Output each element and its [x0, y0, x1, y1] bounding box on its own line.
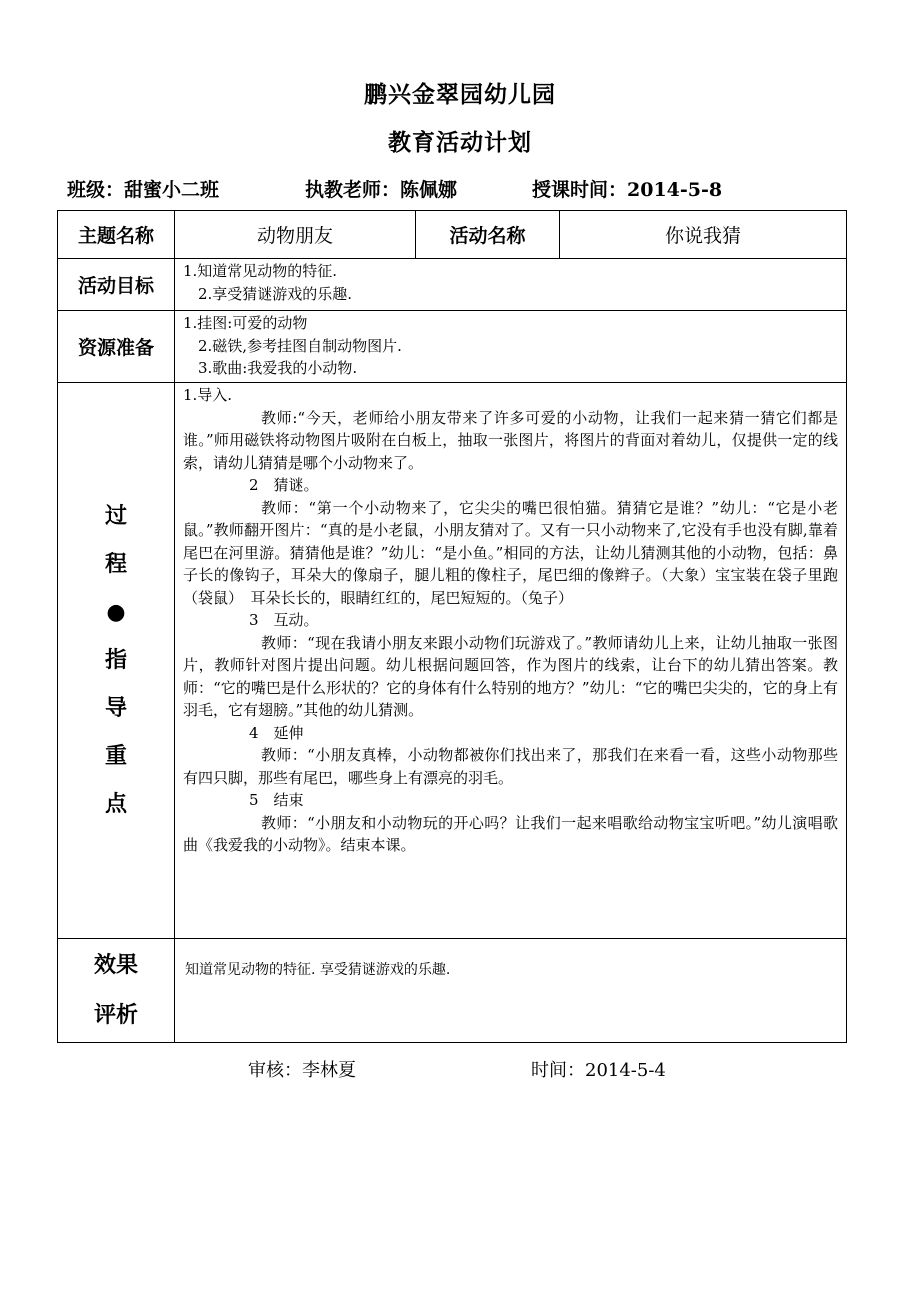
goal-item: 1.知道常见动物的特征.: [183, 262, 338, 280]
process-label-char: 过: [104, 503, 127, 529]
evaluation-label-line: 效果: [93, 952, 138, 978]
theme-row: [58, 211, 847, 259]
process-label-char: 导: [104, 695, 127, 721]
evaluation-row: [58, 939, 847, 1043]
evaluation-label-line: 评析: [93, 1002, 138, 1028]
review-time-label: 时间：2014-5-4: [531, 1060, 666, 1081]
goals-label: 活动目标: [58, 259, 175, 311]
class-label: 班级：甜蜜小二班: [67, 179, 220, 201]
step-heading: 5 结束: [249, 791, 304, 809]
date-label: 授课时间：2014-5-8: [532, 179, 723, 201]
evaluation-label: [58, 939, 175, 1043]
process-label-bullet: ●: [106, 599, 126, 625]
step-heading: 2 猜谜。: [249, 476, 319, 494]
resources-cell: [175, 311, 847, 383]
process-cell: [175, 383, 847, 939]
process-label: [58, 383, 175, 939]
resources-label: 资源准备: [58, 311, 175, 383]
teacher-label: 执教老师：陈佩娜: [305, 179, 458, 201]
info-bar: [0, 175, 920, 203]
theme-label: 主题名称: [58, 211, 175, 259]
process-label-char: 重: [104, 743, 127, 769]
goals-cell: [175, 259, 847, 311]
step-text: 教师:“今天，老师给小朋友带来了许多可爱的小动物，让我们一起来猜一猜它们都是谁。”师用磁铁将动物图片吸附在白板上，抽取一张图片，将图片的背面对着幼儿，仅提供一定的线索，请幼儿猜猜是哪个小动物来了。: [183, 408, 838, 472]
resource-item: 3.歌曲:我爱我的小动物.: [198, 359, 358, 377]
activity-value: 你说我猜: [560, 211, 847, 259]
theme-value: 动物朋友: [175, 211, 416, 259]
reviewer-label: 审核：李林夏: [248, 1060, 356, 1081]
process-row: [58, 383, 847, 939]
goals-row: [58, 259, 847, 311]
evaluation-text: 知道常见动物的特征. 享受猜谜游戏的乐趣.: [175, 939, 847, 1043]
school-name: 鹏兴金翠园幼儿园: [364, 81, 556, 108]
step-text: 教师：“第一个小动物来了，它尖尖的嘴巴很怕猫。猜猜它是谁？”幼儿：“它是小老鼠。”教师翻开图片：“真的是小老鼠，小朋友猜对了。又有一只小动物来了,它没有手也没有脚,靠着尾巴在河里游。猜猜他是谁？”幼儿：“是小鱼。”相同的方法，让幼儿猜测其他的小动物，包括：鼻子长的像钩子，耳朵大的像扇子，腿儿粗的像柱子，尾巴细的像辫子。（大象）宝宝装在袋子里跑（袋鼠） 耳朵长长的，眼睛红红的，尾巴短短的。（兔子）: [183, 498, 838, 607]
step-heading: 3 互动。: [249, 611, 319, 629]
step-text: 教师：“小朋友真棒，小动物都被你们找出来了，那我们在来看一看，这些小动物那些有四只脚，那些有尾巴，哪些身上有漂亮的羽毛。: [183, 746, 838, 787]
activity-label: 活动名称: [416, 211, 560, 259]
step-heading: 1.导入.: [183, 386, 233, 404]
step-text: 教师：“现在我请小朋友来跟小动物们玩游戏了。”教师请幼儿上来，让幼儿抽取一张图片，教师针对图片提出问题。幼儿根据问题回答，作为图片的线索，让台下的幼儿猜出答案。教师：“它的嘴巴是什么形状的？它的身体有什么特别的地方？”幼儿：“它的嘴巴尖尖的，它的身上有羽毛，它有翅膀。”其他的幼儿猜测。: [183, 633, 838, 719]
step-heading: 4 延伸: [249, 723, 304, 742]
resource-item: 2.磁铁,参考挂图自制动物图片.: [198, 336, 402, 355]
resources-row: [58, 311, 847, 383]
plan-table: [57, 210, 847, 1043]
step-text: 教师：“小朋友和小动物玩的开心吗？让我们一起来唱歌给动物宝宝听吧。”幼儿演唱歌曲《我爱我的小动物》。结束本课。: [183, 813, 838, 854]
process-label-char: 程: [104, 551, 127, 577]
process-label-char: 点: [104, 791, 127, 817]
process-label-char: 指: [104, 647, 127, 673]
resource-item: 1.挂图:可爱的动物: [183, 314, 308, 332]
footer: [0, 1056, 920, 1082]
goal-item: 2.享受猜谜游戏的乐趣.: [198, 284, 353, 303]
document-title: 教育活动计划: [388, 129, 532, 156]
